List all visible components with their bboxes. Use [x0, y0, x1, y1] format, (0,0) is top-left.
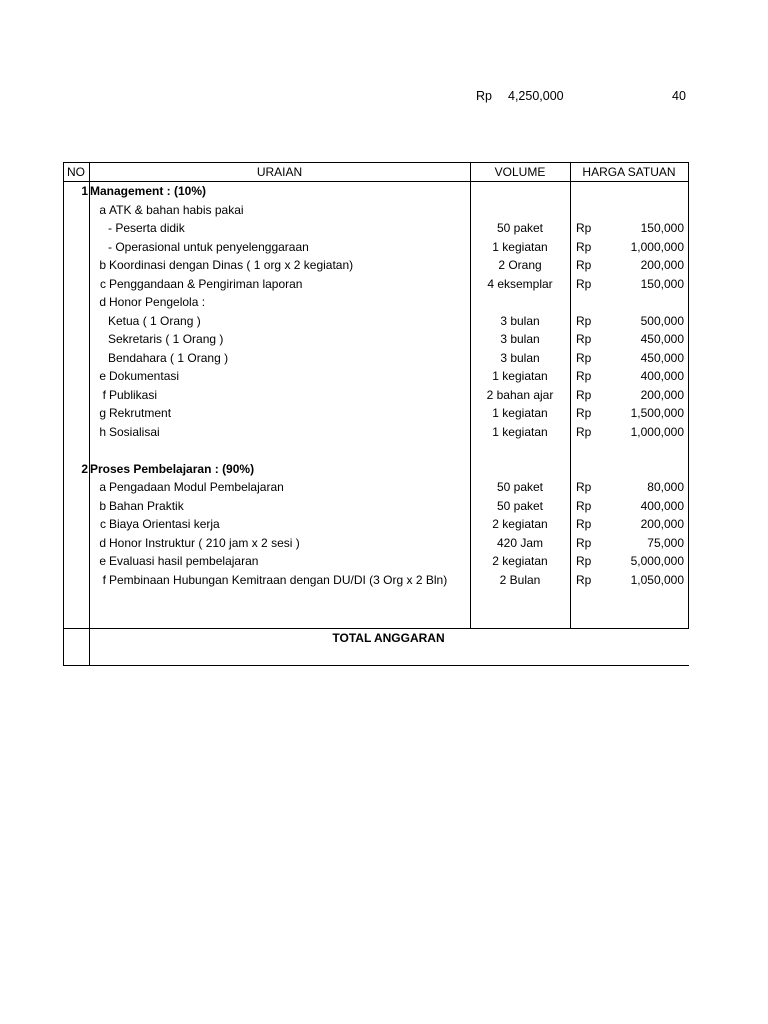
- row-letter: g: [99, 406, 106, 420]
- row-currency: Rp: [576, 406, 592, 420]
- row-number: 2: [81, 461, 88, 476]
- header-uraian: URAIAN: [256, 164, 303, 179]
- row-volume: 2 bahan ajar: [486, 387, 554, 402]
- row-description: - Operasional untuk penyelenggaraan: [108, 239, 309, 254]
- row-currency: Rp: [576, 498, 592, 513]
- row-volume: 2 kegiatan: [492, 554, 548, 568]
- row-description: Penggandaan & Pengiriman laporan: [109, 276, 303, 291]
- row-volume: 50 paket: [496, 498, 544, 513]
- top-amount: 4,250,000: [508, 89, 564, 103]
- row-description: Pembinaan Hubungan Kemitraan dengan DU/DI (3 Org x 2 Bln): [109, 572, 448, 587]
- row-description: ATK & bahan habis pakai: [109, 202, 244, 217]
- header-no: NO: [67, 164, 85, 179]
- page-number: 40: [672, 89, 686, 103]
- top-currency: Rp: [476, 89, 492, 103]
- row-letter: f: [102, 572, 106, 587]
- row-letter: e: [99, 554, 106, 568]
- row-volume: 1 kegiatan: [492, 369, 548, 383]
- row-volume: 50 paket: [496, 221, 544, 235]
- row-description: Evaluasi hasil pembelajaran: [109, 554, 259, 568]
- row-volume: 2 Orang: [498, 258, 542, 272]
- row-unit-price: 450,000: [640, 350, 684, 365]
- row-letter: b: [99, 258, 106, 272]
- row-letter: b: [99, 498, 106, 513]
- row-unit-price: 1,050,000: [630, 572, 684, 587]
- row-unit-price: 1,500,000: [630, 406, 684, 420]
- row-description: Koordinasi dengan Dinas ( 1 org x 2 kegiatan): [109, 258, 354, 272]
- row-letter: a: [99, 202, 106, 217]
- row-volume: 2 kegiatan: [492, 517, 548, 531]
- row-currency: Rp: [576, 350, 592, 365]
- row-letter: h: [99, 424, 106, 439]
- row-unit-price: 200,000: [640, 387, 684, 402]
- row-volume: 4 eksemplar: [487, 276, 553, 291]
- row-description: Management : (10%): [90, 184, 207, 198]
- row-volume: 3 bulan: [500, 350, 540, 365]
- row-unit-price: 150,000: [640, 276, 684, 291]
- row-description: Ketua ( 1 Orang ): [108, 313, 201, 328]
- table-divider-no: [89, 162, 90, 666]
- row-letter: c: [100, 276, 106, 291]
- row-currency: Rp: [576, 554, 592, 568]
- row-description: Bendahara ( 1 Orang ): [108, 350, 229, 365]
- row-letter: a: [99, 480, 106, 494]
- row-unit-price: 200,000: [640, 517, 684, 531]
- table-border-right: [688, 162, 689, 628]
- row-volume: 2 Bulan: [499, 572, 541, 587]
- row-currency: Rp: [576, 369, 592, 383]
- row-volume: 50 paket: [496, 480, 544, 494]
- row-description: Sekretaris ( 1 Orang ): [108, 332, 224, 346]
- row-volume: 1 kegiatan: [492, 424, 548, 439]
- row-currency: Rp: [576, 313, 592, 328]
- table-divider-price: [570, 162, 571, 628]
- row-unit-price: 1,000,000: [630, 424, 684, 439]
- row-volume: 3 bulan: [500, 313, 540, 328]
- row-currency: Rp: [576, 276, 592, 291]
- row-description: Biaya Orientasi kerja: [109, 517, 220, 531]
- row-unit-price: 75,000: [647, 535, 684, 550]
- table-divider-volume: [470, 162, 471, 628]
- row-unit-price: 400,000: [640, 498, 684, 513]
- row-description: Dokumentasi: [109, 369, 180, 383]
- total-label: TOTAL ANGGARAN: [332, 630, 445, 645]
- row-unit-price: 200,000: [640, 258, 684, 272]
- row-description: Honor Instruktur ( 210 jam x 2 sesi ): [109, 535, 300, 550]
- row-unit-price: 80,000: [647, 480, 684, 494]
- row-description: Honor Pengelola :: [109, 295, 206, 309]
- row-currency: Rp: [576, 387, 592, 402]
- row-currency: Rp: [576, 572, 592, 587]
- row-volume: 3 bulan: [500, 332, 540, 346]
- row-volume: 1 kegiatan: [492, 406, 548, 420]
- row-currency: Rp: [576, 535, 592, 550]
- row-currency: Rp: [576, 258, 592, 272]
- row-letter: d: [99, 535, 106, 550]
- header-harga-satuan: HARGA SATUAN: [582, 164, 676, 179]
- row-description: Publikasi: [109, 387, 158, 402]
- row-description: Bahan Praktik: [109, 498, 184, 513]
- row-unit-price: 1,000,000: [630, 239, 684, 254]
- row-currency: Rp: [576, 239, 592, 254]
- row-currency: Rp: [576, 332, 592, 346]
- row-letter: f: [102, 387, 106, 402]
- table-border-bottom: [63, 665, 689, 666]
- row-volume: 1 kegiatan: [492, 239, 548, 254]
- row-number: 1: [81, 184, 88, 198]
- row-description: Sosialisai: [109, 424, 160, 439]
- row-unit-price: 400,000: [640, 369, 684, 383]
- row-currency: Rp: [576, 221, 592, 235]
- row-unit-price: 5,000,000: [630, 554, 684, 568]
- row-currency: Rp: [576, 480, 592, 494]
- row-currency: Rp: [576, 517, 592, 531]
- row-description: Rekrutment: [109, 406, 172, 420]
- row-description: - Peserta didik: [108, 221, 185, 235]
- row-currency: Rp: [576, 424, 592, 439]
- header-volume: VOLUME: [494, 164, 546, 179]
- row-description: Pengadaan Modul Pembelajaran: [109, 480, 284, 494]
- row-unit-price: 150,000: [640, 221, 684, 235]
- row-letter: c: [100, 517, 106, 531]
- row-volume: 420 Jam: [496, 535, 544, 550]
- row-letter: d: [99, 295, 106, 309]
- row-unit-price: 500,000: [640, 313, 684, 328]
- row-letter: e: [99, 369, 106, 383]
- table-border-left: [63, 162, 64, 666]
- row-unit-price: 450,000: [640, 332, 684, 346]
- row-description: Proses Pembelajaran : (90%): [90, 461, 255, 476]
